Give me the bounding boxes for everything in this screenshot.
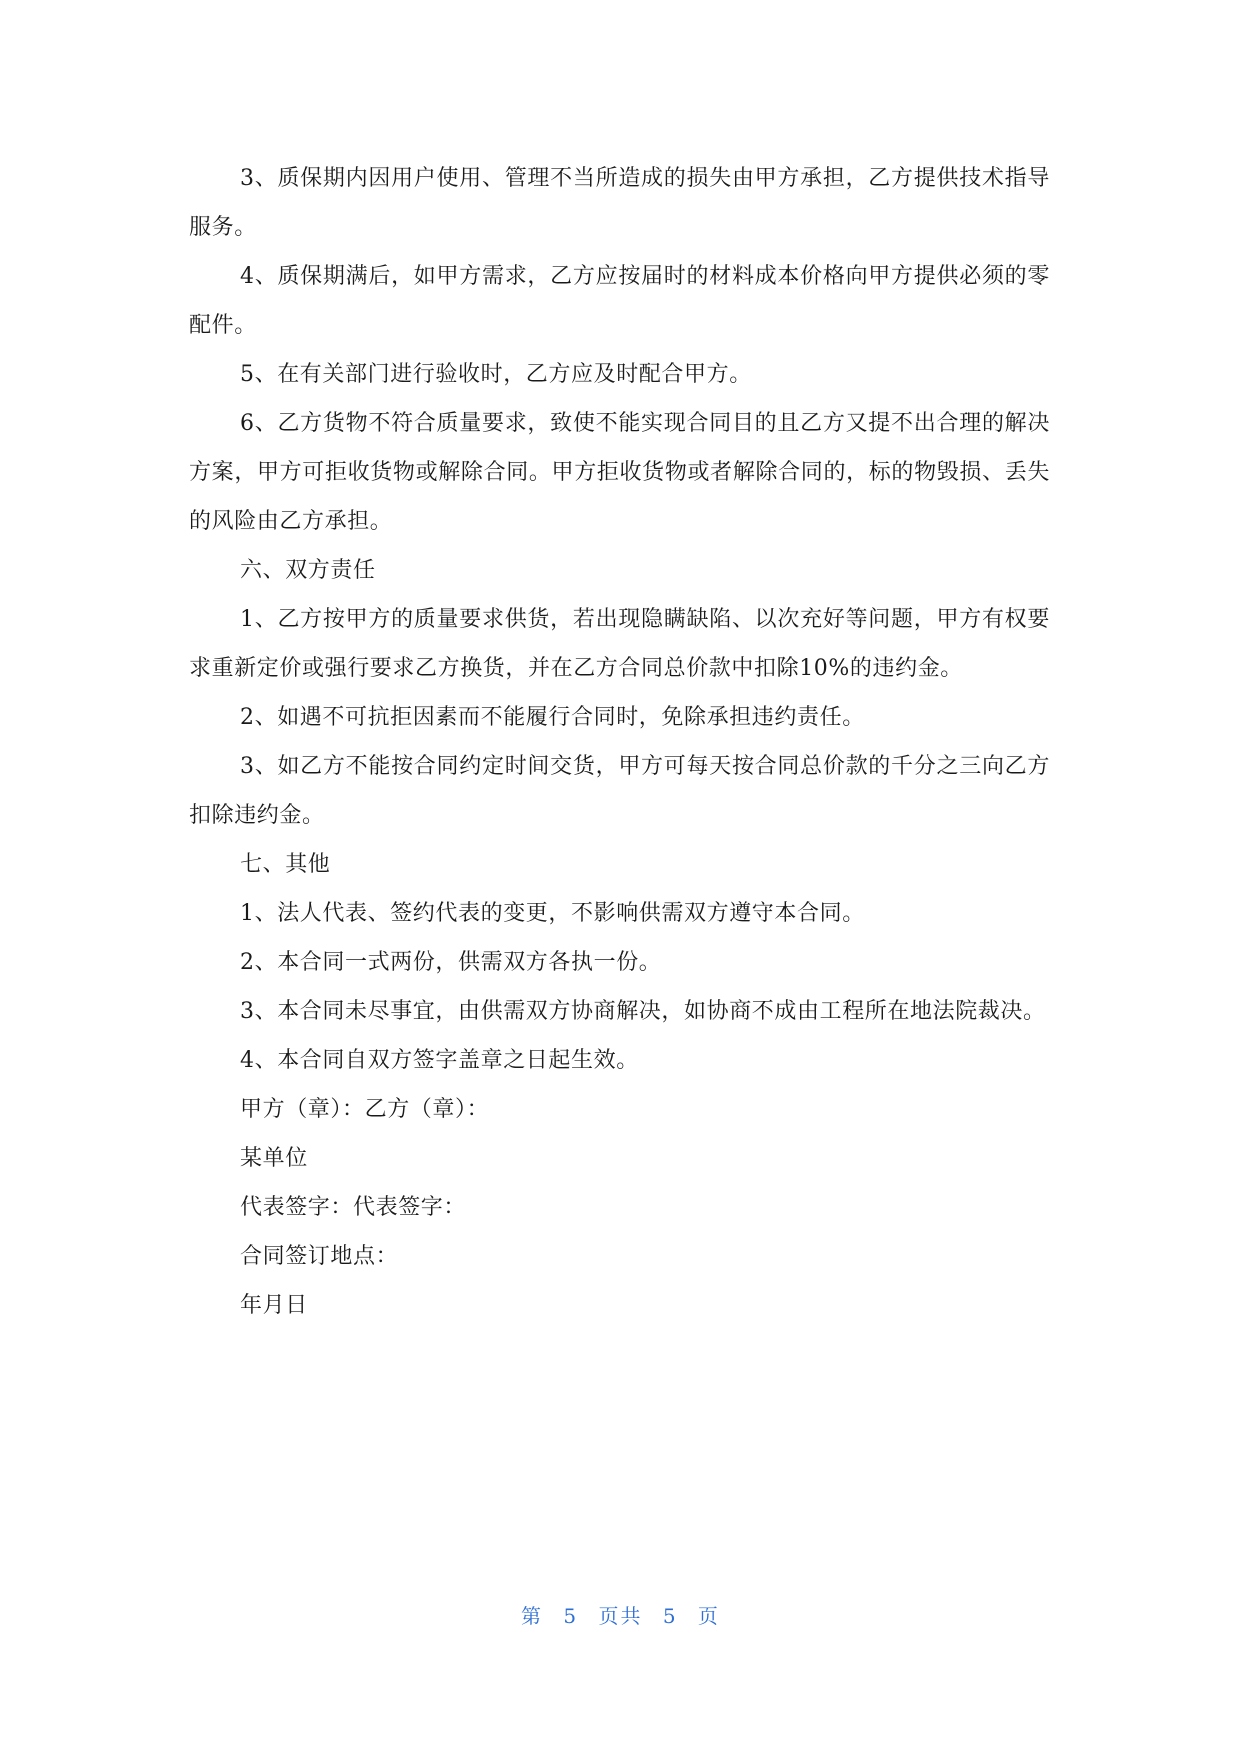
responsibility-1-quality: 1、乙方按甲方的质量要求供货，若出现隐瞒缺陷、以次充好等问题，甲方有权要求重新定价或强行要求乙方换货，并在乙方合同总价款中扣除10%的违约金。 [189,607,1050,681]
clause-5-acceptance: 5、在有关部门进行验收时，乙方应及时配合甲方。 [240,362,752,387]
signature-representative-line: 代表签字：代表签字： [240,1195,467,1220]
responsibility-3-late-delivery: 3、如乙方不能按合同约定时间交货，甲方可每天按合同总价款的千分之三向乙方扣除违约金。 [189,754,1050,828]
section-heading-other: 七、其他 [240,852,331,877]
signing-place-line: 合同签订地点： [240,1244,399,1269]
document-body [189,154,1050,1330]
other-3-disputes: 3、本合同未尽事宜，由供需双方协商解决，如协商不成由工程所在地法院裁决。 [240,999,1046,1024]
clause-4-spare-parts: 4、质保期满后，如甲方需求，乙方应按届时的材料成本价格向甲方提供必须的零配件。 [189,264,1050,338]
clause-6-quality-rejection: 6、乙方货物不符合质量要求，致使不能实现合同目的且乙方又提不出合理的解决方案，甲方可拒收货物或解除合同。甲方拒收货物或者解除合同的，标的物毁损、丢失的风险由乙方承担。 [189,411,1050,534]
responsibility-2-force-majeure: 2、如遇不可抗拒因素而不能履行合同时，免除承担违约责任。 [240,705,865,730]
section-heading-responsibilities: 六、双方责任 [240,558,376,583]
clause-3-warranty-damage: 3、质保期内因用户使用、管理不当所造成的损失由甲方承担，乙方提供技术指导服务。 [189,166,1050,240]
other-1-representative-change: 1、法人代表、签约代表的变更，不影响供需双方遵守本合同。 [240,901,865,926]
signature-unit-line: 某单位 [240,1146,308,1171]
signing-date-line: 年月日 [240,1293,308,1318]
page-number-footer: 第 5 页共 5 页 [521,1604,720,1628]
other-4-effective: 4、本合同自双方签字盖章之日起生效。 [240,1048,639,1073]
signature-seal-line: 甲方（章）：乙方（章）： [240,1097,490,1122]
other-2-copies: 2、本合同一式两份，供需双方各执一份。 [240,950,662,975]
